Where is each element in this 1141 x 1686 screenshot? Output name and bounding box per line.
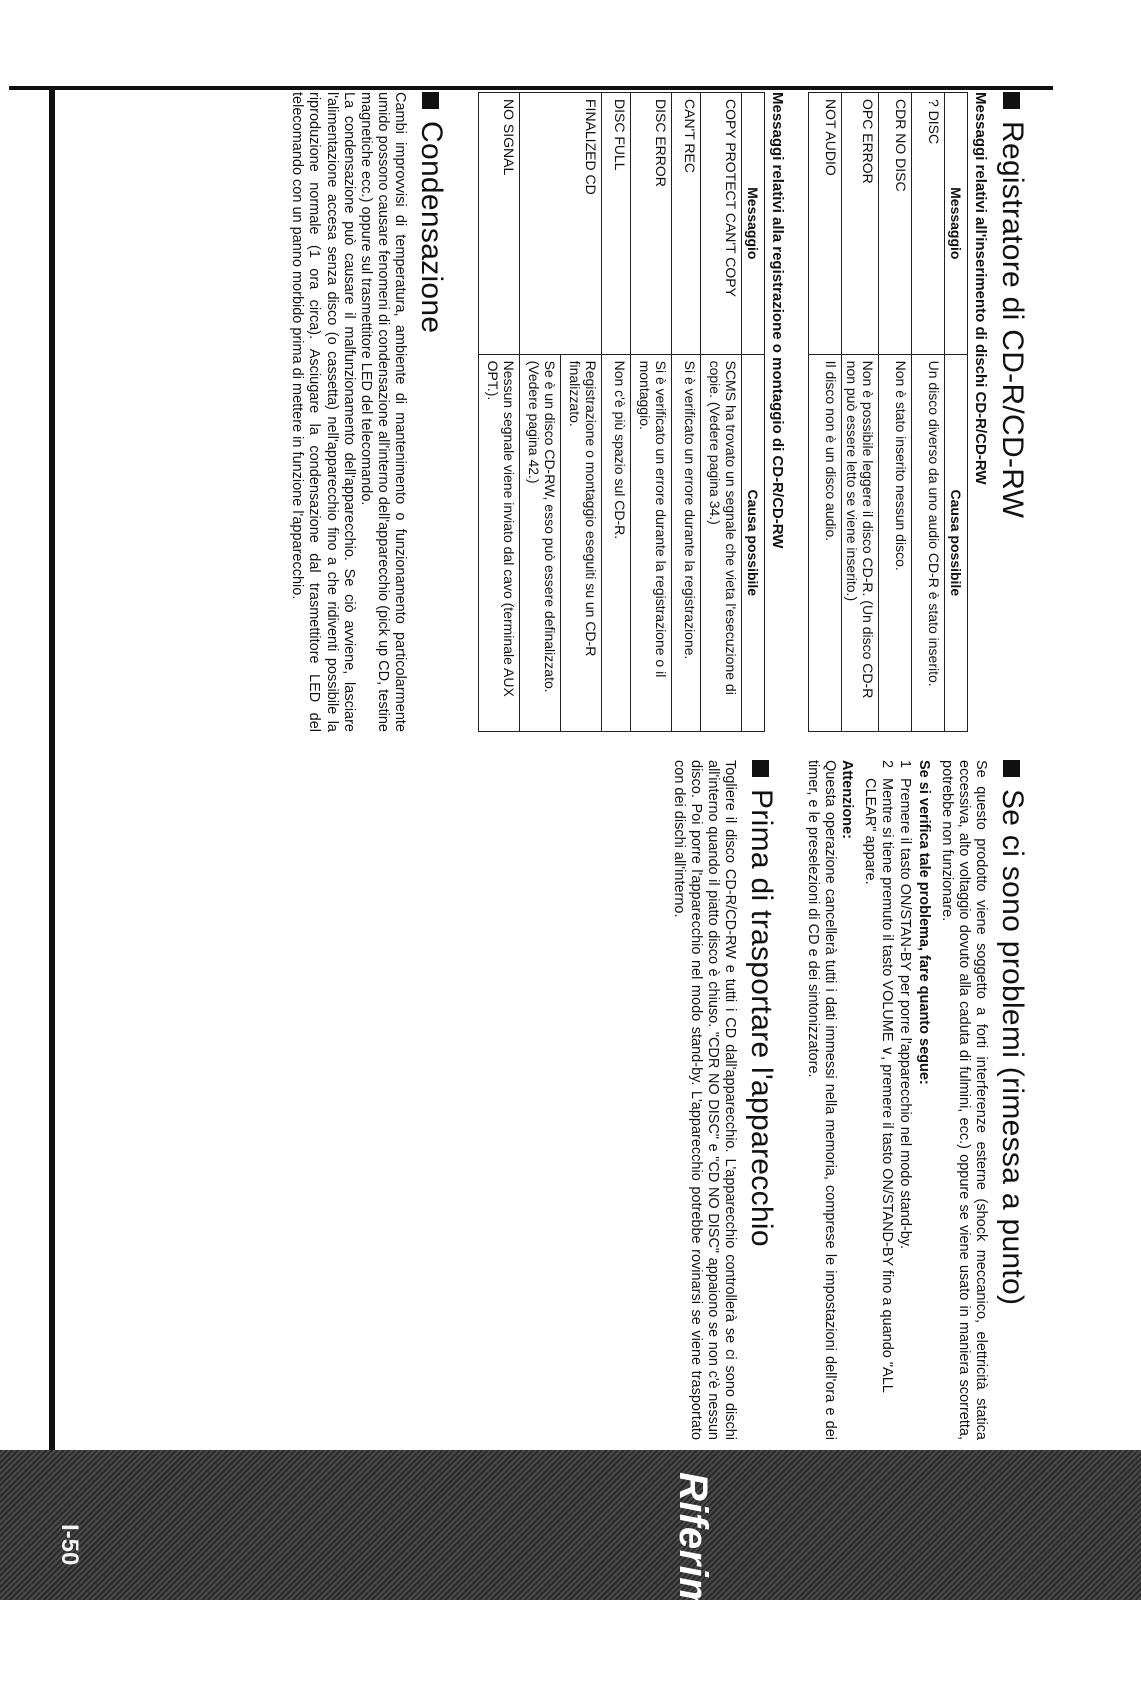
heading-reset	[995, 760, 1029, 1440]
column-header: Messaggio	[945, 93, 968, 355]
heading-condensation	[414, 92, 448, 732]
table1-caption: Messaggi relativi all'inserimento di dischi CD-R/CD-RW	[972, 92, 989, 485]
cause-cell: Non è stato inserito nessun disco.	[879, 354, 912, 731]
message-cell: COPY PROTECT CAN'T COPY	[701, 93, 742, 355]
table-header-row	[945, 93, 968, 732]
heading-reset-text: Se ci sono problemi (rimessa a punto)	[996, 789, 1029, 1306]
message-cell: CDR NO DISC	[879, 93, 912, 355]
table-row	[479, 93, 520, 732]
transport-paragraph: Togliere il disco CD-R/CD-RW e tutti i CD dall'apparecchio. L'apparecchio controllerà se ci sono dischi all'interno quando il piatto disco è chiuso. "CDR NO DISC" e "CD NO DISC" appaiono se non c'è nessun disco. Poi porre l'apparecchio nel modo stand-by. L'apparecchio potrebbe rovinarsi se viene trasportato con dei dischi all'interno.	[670, 760, 738, 1440]
bullet-square-icon	[752, 760, 769, 777]
cause-cell: Registrazione o montaggio eseguiti su un CD-R finalizzato.	[561, 354, 602, 731]
list-item	[861, 760, 895, 1440]
cause-cell: Il disco non è un disco audio.	[809, 354, 842, 731]
left-rule	[9, 86, 1053, 90]
step-text: Premere il tasto ON/STAN-BY per porre l'apparecchio nel modo stand-by.	[896, 778, 913, 1250]
bullet-square-icon	[1004, 760, 1021, 777]
cause-cell: Nessun segnale viene inviato dal cavo (terminale AUX OPT.).	[479, 354, 520, 731]
message-cell: DISC ERROR	[631, 93, 672, 355]
right-column	[669, 760, 1029, 1440]
column-header: Messaggio	[742, 93, 765, 355]
section-tab-band	[0, 1450, 1141, 1686]
reset-intro: Se questo prodotto viene soggetto a forti interferenze esterne (shock meccanico, elettricità statica eccessiva, alto voltaggio dovuto alla caduta di fulmini, ecc.) oppure se viene usato in maniera scorretta, potrebbe non funzionare.	[938, 760, 989, 1440]
message-cell: DISC FULL	[602, 93, 631, 355]
bullet-square-icon	[1004, 92, 1021, 109]
reset-steps-heading: Se si verifica tale problema, fare quanto segue:	[915, 760, 932, 1085]
message-cell: FINALIZED CD	[520, 93, 602, 355]
step-number: 1	[896, 760, 913, 769]
cause-cell: Un disco diverso da uno audio CD-R è stato inserito.	[912, 354, 945, 731]
note-heading: Attenzione:	[839, 760, 856, 839]
table-row	[561, 93, 602, 732]
table-row	[672, 93, 701, 732]
heading-condensation-text: Condensazione	[415, 121, 448, 334]
insert-messages-table	[808, 92, 968, 732]
table-row	[602, 93, 631, 732]
table-row	[879, 93, 912, 732]
condensation-paragraph-1: Cambi improvvisi di temperatura, ambiente di mantenimento o funzionamento particolarmente umido possono causare fenomeni di condensazione all'interno dell'apparecchio (pick up CD, testine magnetiche ecc.) oppure sul trasmettitore LED del telecomando.	[357, 92, 408, 732]
cause-cell: Se è un disco CD-RW, esso può essere definalizzato. (Vedere pagina 42.)	[520, 354, 561, 731]
column-header: Causa possibile	[742, 354, 765, 731]
heading-transport-text: Prima di trasportare l'apparecchio	[744, 789, 778, 1247]
table-header-row	[742, 93, 765, 732]
column-header: Causa possibile	[945, 354, 968, 731]
bottom-rule	[49, 86, 55, 1454]
cause-cell: Non c'è più spazio sul CD-R.	[602, 354, 631, 731]
table-row	[912, 93, 945, 732]
table-row	[842, 93, 879, 732]
page-number: I-50	[56, 1524, 83, 1566]
message-cell: NO SIGNAL	[479, 93, 520, 355]
heading-cdr-text: Registratore di CD-R/CD-RW	[996, 121, 1029, 519]
heading-cdr	[995, 92, 1029, 732]
list-item	[895, 760, 912, 1440]
message-cell: ? DISC	[912, 93, 945, 355]
step-text: Mentre si tiene premuto il tasto VOLUME ∨, premere il tasto ON/STAND-BY fino a quando "ALL CLEAR" appare.	[862, 778, 896, 1393]
table-row	[701, 93, 742, 732]
note-text: Questa operazione cancellerà tutti i dati immessi nella memoria, comprese le impostazioni dell'ora e dei timer, e le preselezioni di CD e dei sintonizzatore.	[805, 760, 839, 1440]
cause-cell: Si è verificato un errore durante la registrazione o il montaggio.	[631, 354, 672, 731]
message-cell: NOT AUDIO	[809, 93, 842, 355]
section-tab-title: Riferimenti	[671, 1472, 715, 1686]
table-row	[631, 93, 672, 732]
left-column	[288, 92, 1029, 732]
message-cell: CAN'T REC	[672, 93, 701, 355]
cause-cell: Non è possibile leggere il disco CD-R. (Un disco CD-R non può essere letto se viene inserito.)	[842, 354, 879, 731]
condensation-paragraph-2: La condensazione può causare il malfunzionamento dell'apparecchio. Se ciò avviene, lasciare l'alimentazione accesa senza disco (o cassetta) nell'apparecchio fino a che ridiventi possibile la riproduzione normale (1 ora circa). Asciugare la condensazione dal trasmettitore LED del telecomando con un panno morbido prima di mettere in funzione l'apparecchio.	[289, 92, 357, 732]
transport-section	[669, 760, 777, 1440]
condensation-section	[288, 92, 448, 732]
heading-transport	[744, 760, 778, 1440]
recording-messages-table	[478, 92, 765, 732]
table2-caption: Messaggi relativi alla registrazione o montaggio di CD-R/CD-RW	[769, 92, 786, 549]
message-cell: OPC ERROR	[842, 93, 879, 355]
bullet-square-icon	[423, 92, 440, 109]
step-number: 2	[879, 760, 896, 769]
reset-steps-list	[861, 760, 912, 1440]
cause-cell: Si è verificato un errore durante la registrazione.	[672, 354, 701, 731]
cause-cell: SCMS ha trovato un segnale che vieta l'esecuzione di copie. (Vedere pagina 34.)	[701, 354, 742, 731]
table-row	[809, 93, 842, 732]
